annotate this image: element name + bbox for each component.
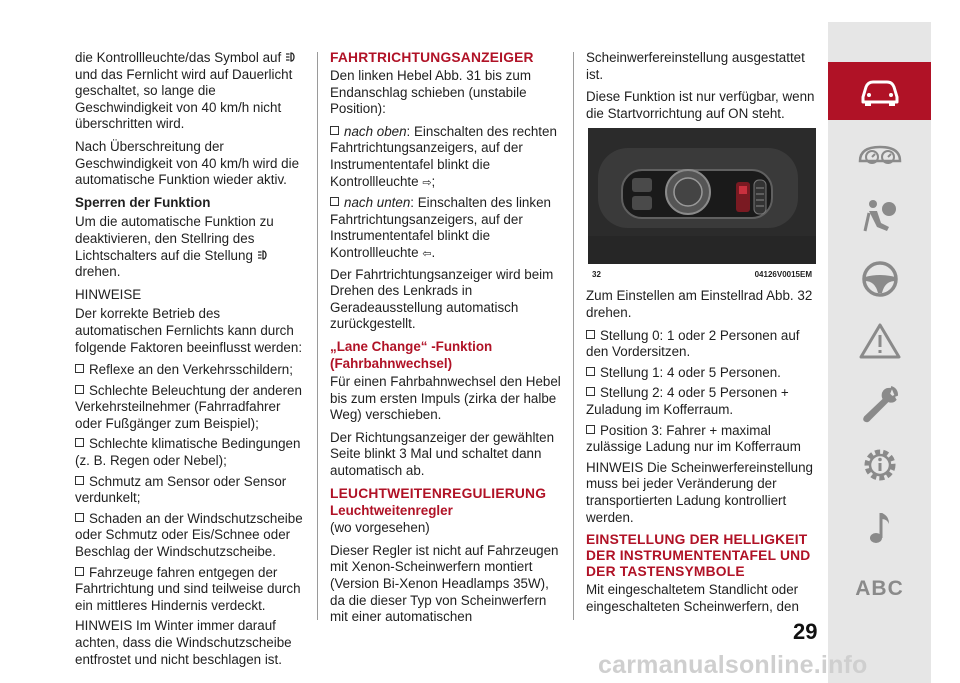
gear-info-icon — [857, 445, 903, 485]
list-item: nach oben: Einschalten des rechten Fahrtrichtungsanzeigers, auf der Instrumententafel blinkt die Kontrollleuchte ⇨; — [330, 123, 557, 189]
checkbox-bullet-icon — [75, 364, 84, 373]
chapter-sidebar — [828, 22, 931, 683]
figure-caption — [588, 264, 816, 280]
page-number: 29 — [793, 619, 818, 644]
paragraph: Für einen Fahrbahnwechsel den Hebel bis zum ersten Impuls (zirka der halbe Weg) verschieben. — [330, 374, 561, 423]
section-heading-einstellung-helligkeit: EINSTELLUNG DER HELLIGKEIT DER INSTRUMENTENTAFEL UND DER TASTENSYMBOLE — [586, 532, 811, 580]
high-beam-icon — [285, 50, 299, 65]
list-item: Position 3: Fahrer + maximal zulässige Ladung nur im Kofferraum — [586, 422, 801, 455]
paragraph-text: die Kontrollleuchte/das Symbol auf — [75, 50, 282, 65]
paragraph: Scheinwerfereinstellung ausgestattet ist. — [586, 50, 805, 82]
section-heading: Sperren der Funktion — [75, 194, 211, 210]
checkbox-bullet-icon — [586, 330, 595, 339]
paragraph: Der Fahrtrichtungsanzeiger wird beim Drehen des Lenkrads in Geradeausstellung automatisch zurückgestellt. — [330, 266, 554, 332]
paragraph: Nach Überschreitung der Geschwindigkeit von 40 km/h wird die automatische Funktion wieder aktiv. — [75, 138, 300, 188]
music-note-icon — [857, 507, 903, 547]
section-heading-lane-change: „Lane Change“ -Funktion (Fahrbahnwechsel) — [330, 338, 493, 371]
watermark: carmanualsonline.info — [598, 651, 868, 679]
sidebar-item-multimedia[interactable] — [828, 498, 931, 556]
list-item: Fahrzeuge fahren entgegen der Fahrtrichtung und sind teilweise durch ein mittleres Hindernis verdeckt. — [75, 564, 301, 613]
notice-label: HINWEISE — [75, 286, 142, 302]
figure-light-switch-photo — [588, 128, 816, 280]
checkbox-bullet-icon — [586, 367, 595, 376]
list-item: Stellung 0: 1 oder 2 Personen auf den Vordersitzen. — [586, 327, 800, 360]
paragraph: Zum Einstellen am Einstellrad Abb. 32 drehen. — [586, 288, 813, 320]
steering-wheel-icon — [857, 259, 903, 299]
paragraph: HINWEIS Die Scheinwerfereinstellung muss bei jeder Veränderung der transportierten Ladung kontrolliert werden. — [586, 459, 813, 525]
list-item: Stellung 1: 4 oder 5 Personen. — [586, 365, 818, 382]
arrow-right-icon: ⇨ — [422, 176, 432, 189]
sidebar-item-instruments[interactable] — [828, 126, 931, 184]
sidebar-item-index[interactable] — [828, 560, 931, 618]
list-item: Schmutz am Sensor oder Sensor verdunkelt; — [75, 473, 287, 506]
checkbox-bullet-icon — [75, 476, 84, 485]
list-item: Schlechte klimatische Bedingungen (z. B. Regen oder Nebel); — [75, 436, 301, 469]
column-divider — [573, 52, 574, 620]
sidebar-item-technical-data[interactable] — [828, 436, 931, 494]
checkbox-bullet-icon — [586, 425, 595, 434]
checkbox-bullet-icon — [75, 385, 84, 394]
paragraph: Der korrekte Betrieb des automatischen Fernlichts kann durch folgende Faktoren beeinflusst werden: — [75, 306, 303, 355]
paragraph: HINWEIS Im Winter immer darauf achten, dass die Windschutzscheibe entfrostet und nicht beschlagen ist. — [75, 618, 292, 667]
paragraph-text: und das Fernlicht wird auf Dauerlicht geschaltet, so lange die Geschwindigkeit von 40 km/h nicht überschritten wird. — [75, 66, 293, 132]
figure-number: 32 — [592, 270, 601, 280]
checkbox-bullet-icon — [330, 126, 339, 135]
paragraph-text: Um die automatische Funktion zu deaktivieren, den Stellring des Lichtschalters auf die Stellung — [75, 214, 274, 263]
text-column-2 — [330, 50, 562, 632]
paragraph: Den linken Hebel Abb. 31 bis zum Endanschlag schieben (unstabile Position): — [330, 68, 531, 117]
wrench-icon — [857, 383, 903, 423]
light-switch-panel-image — [588, 128, 816, 264]
high-beam-icon — [257, 248, 271, 263]
text-column-1 — [75, 50, 307, 674]
list-item: Schlechte Beleuchtung der anderen Verkehrsteilnehmer (Fahrradfahrer oder Fußgänger zum Beispiel); — [75, 382, 302, 431]
checkbox-bullet-icon — [75, 513, 84, 522]
subsection-heading-leuchtweitenregler: Leuchtweitenregler — [330, 502, 453, 518]
paragraph: Diese Funktion ist nur verfügbar, wenn die Startvorrichtung auf ON steht. — [586, 89, 815, 121]
checkbox-bullet-icon — [586, 387, 595, 396]
section-heading-fahrtrichtungsanzeiger: FAHRTRICHTUNGSANZEIGER — [330, 50, 534, 65]
car-icon — [857, 71, 903, 111]
paragraph — [75, 50, 307, 133]
dashboard-gauges-icon — [857, 135, 903, 175]
airbag-person-icon — [857, 197, 903, 237]
checkbox-bullet-icon — [75, 567, 84, 576]
sidebar-item-emergency[interactable] — [828, 312, 931, 370]
section-heading-leuchtweitenregulierung: LEUCHTWEITENREGULIERUNG — [330, 485, 547, 501]
sidebar-item-vehicle[interactable] — [828, 62, 931, 120]
paragraph — [75, 214, 307, 280]
paragraph-text: drehen. — [75, 264, 121, 280]
list-item: Reflexe an den Verkehrsschildern; — [75, 362, 307, 379]
checkbox-bullet-icon — [330, 197, 339, 206]
paragraph: (wo vorgesehen) — [330, 520, 430, 536]
column-divider — [317, 52, 318, 620]
text-column-3 — [586, 50, 818, 621]
index-abc-label: ABC — [855, 577, 904, 600]
arrow-left-icon: ⇦ — [422, 247, 432, 260]
figure-code: 04126V0015EM — [754, 270, 812, 280]
list-item: nach unten: Einschalten des linken Fahrtrichtungsanzeigers, auf der Instrumententafel blinkt die Kontrollleuchte ⇦. — [330, 195, 551, 260]
warning-triangle-icon — [857, 321, 903, 361]
paragraph: Mit eingeschaltetem Standlicht oder eingeschalteten Scheinwerfern, den — [586, 582, 799, 614]
sidebar-item-safety[interactable] — [828, 188, 931, 246]
sidebar-item-maintenance[interactable] — [828, 374, 931, 432]
checkbox-bullet-icon — [75, 438, 84, 447]
sidebar-item-driving[interactable] — [828, 250, 931, 308]
paragraph: Dieser Regler ist nicht auf Fahrzeugen mit Xenon-Scheinwerfern montiert (Version Bi-Xenon Headlamps 35W), da die dieser Typ von Scheinwerfern mit einer automatischen — [330, 542, 559, 625]
list-item: Stellung 2: 4 oder 5 Personen + Zuladung im Kofferraum. — [586, 385, 789, 417]
list-item: Schaden an der Windschutzscheibe oder Schmutz oder Eis/Schnee oder Beschlag der Windschutzscheibe. — [75, 510, 303, 560]
paragraph: Der Richtungsanzeiger der gewählten Seite blinkt 3 Mal und schaltet dann automatisch ab. — [330, 429, 555, 479]
